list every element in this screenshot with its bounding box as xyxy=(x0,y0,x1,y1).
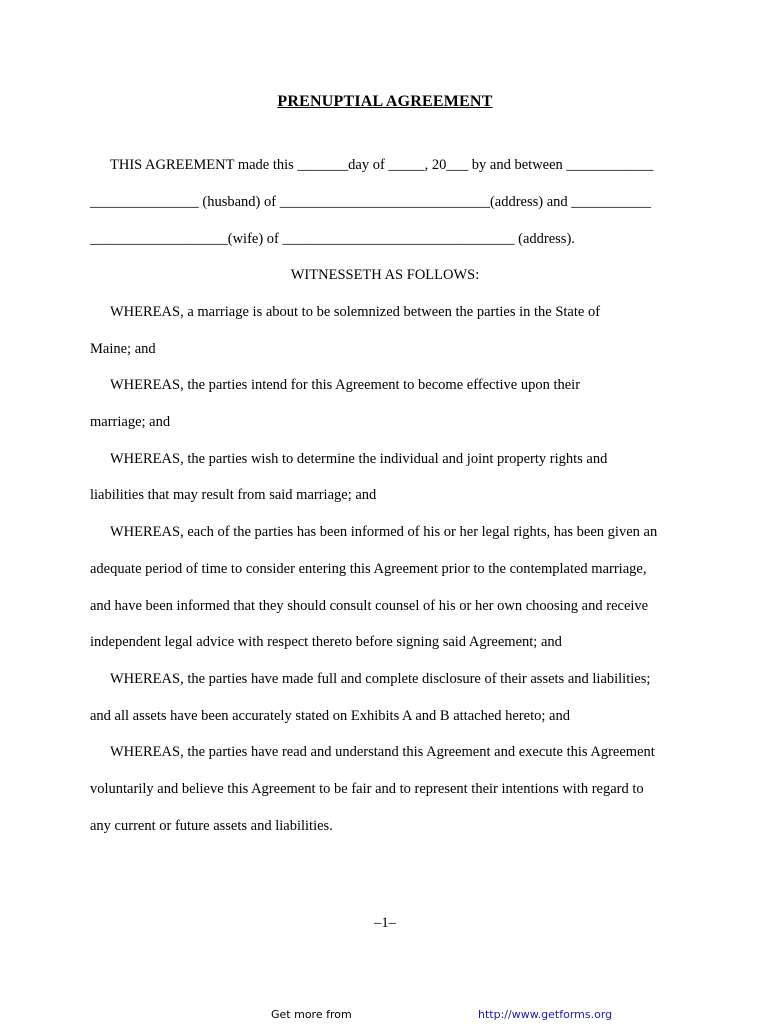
paragraph-line: liabilities that may result from said marriage; and xyxy=(90,487,377,503)
paragraph-line: WHEREAS, each of the parties has been informed of his or her legal rights, has been given an xyxy=(110,524,658,540)
footer-get-more-text: Get more from xyxy=(271,1008,352,1021)
paragraph-line: voluntarily and believe this Agreement to be fair and to represent their intentions with regard to xyxy=(90,781,644,797)
paragraph-line: THIS AGREEMENT made this _______day of _____, 20___ by and between ____________ xyxy=(110,157,654,173)
paragraph-line: and have been informed that they should consult counsel of his or her own choosing and receive xyxy=(90,598,649,614)
page-number: –1– xyxy=(374,915,396,931)
paragraph-line: any current or future assets and liabilities. xyxy=(90,818,333,834)
footer-link[interactable]: http://www.getforms.org xyxy=(478,1008,613,1021)
paragraph-line: and all assets have been accurately stated on Exhibits A and B attached hereto; and xyxy=(90,708,570,724)
paragraph-line: adequate period of time to consider entering this Agreement prior to the contemplated marriage, xyxy=(90,561,647,577)
paragraph-line: WHEREAS, the parties have made full and complete disclosure of their assets and liabilities; xyxy=(110,671,651,687)
paragraph-line: Maine; and xyxy=(90,341,156,357)
paragraph-line: WHEREAS, the parties have read and understand this Agreement and execute this Agreement xyxy=(110,744,655,760)
paragraph-line: WHEREAS, the parties wish to determine the individual and joint property rights and xyxy=(110,451,608,467)
document-title: PRENUPTIAL AGREEMENT xyxy=(277,93,493,110)
paragraph-line: _______________ (husband) of _____________________________(address) and ___________ xyxy=(90,194,652,210)
paragraph-line: WHEREAS, a marriage is about to be solemnized between the parties in the State of xyxy=(110,304,601,320)
paragraph-line: WHEREAS, the parties intend for this Agreement to become effective upon their xyxy=(110,377,581,393)
paragraph-line: marriage; and xyxy=(90,414,171,430)
paragraph-line: independent legal advice with respect thereto before signing said Agreement; and xyxy=(90,634,562,650)
section-heading: WITNESSETH AS FOLLOWS: xyxy=(290,267,480,283)
paragraph-line: ___________________(wife) of ________________________________ (address). xyxy=(90,231,575,247)
